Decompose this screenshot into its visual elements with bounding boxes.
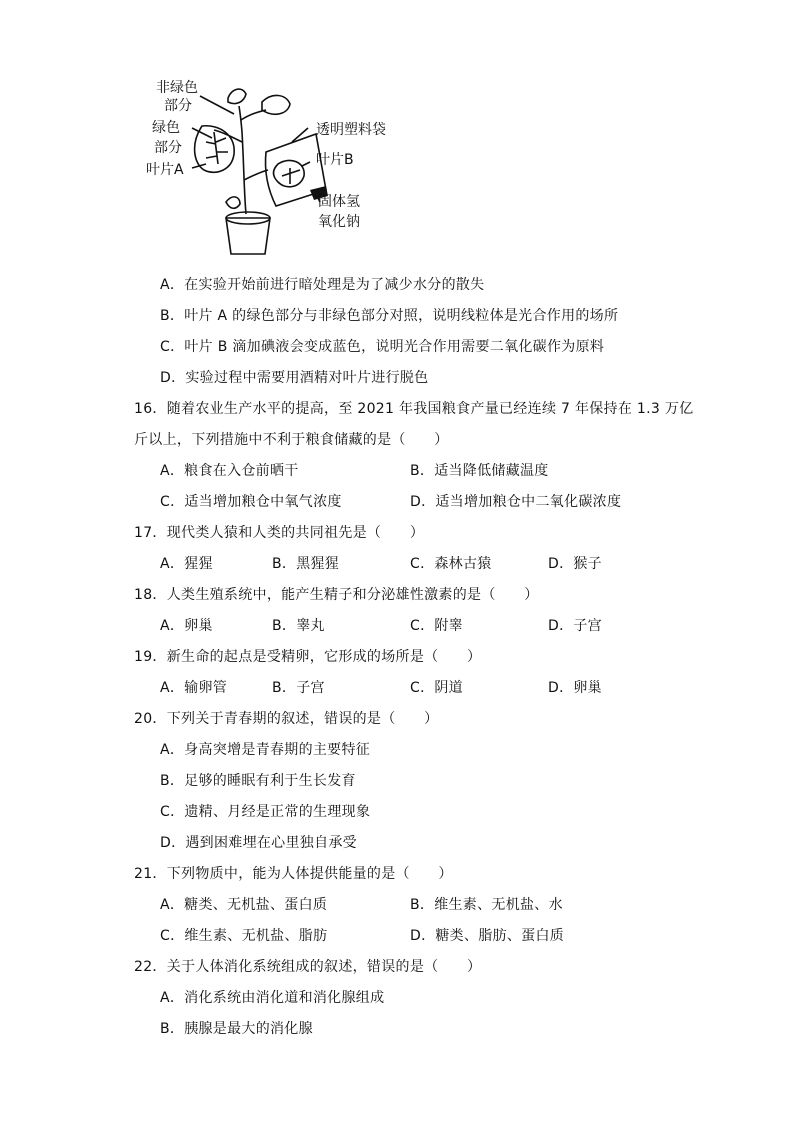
small-leaf <box>226 197 240 208</box>
q15-option-d: D．实验过程中需要用酒精对叶片进行脱色 <box>160 370 429 386</box>
q15-option-c: C．叶片 B 滴加碘液会变成蓝色，说明光合作用需要二氧化碳作为原料 <box>160 339 605 355</box>
q22-option-a: A．消化系统由消化道和消化腺组成 <box>160 990 385 1006</box>
q19-option-b: B．子宫 <box>272 680 325 696</box>
q17-option-c: C．森林古猿 <box>410 556 492 572</box>
q19-option-c: C．阴道 <box>410 680 463 696</box>
label-non-green-2: 部分 <box>164 98 192 114</box>
q15-option-b: B．叶片 A 的绿色部分与非绿色部分对照，说明线粒体是光合作用的场所 <box>160 308 619 324</box>
q20-stem: 20．下列关于青春期的叙述，错误的是（ ） <box>134 711 439 727</box>
plant-diagram <box>140 72 400 262</box>
label-green-2: 部分 <box>154 140 182 156</box>
q16-option-c: C．适当增加粮仓中氧气浓度 <box>160 494 342 510</box>
label-green-1: 绿色 <box>152 120 180 136</box>
branch-top-right <box>241 110 266 120</box>
q19-option-d: D．卵巢 <box>548 680 602 696</box>
q16-option-a: A．粮食在入仓前晒干 <box>160 463 299 479</box>
q21-stem: 21．下列物质中，能为人体提供能量的是（ ） <box>134 866 453 882</box>
q18-option-b: B．睾丸 <box>272 618 325 634</box>
leaf-b-veins <box>282 168 300 184</box>
label-naoh-2: 氧化钠 <box>318 214 360 230</box>
label-leaf-a: 叶片A <box>146 162 184 178</box>
q21-option-a: A．糖类、无机盐、蛋白质 <box>160 897 328 913</box>
label-leaf-b: 叶片B <box>316 152 354 168</box>
q20-option-c: C．遗精、月经是正常的生理现象 <box>160 804 371 820</box>
q16-stem-line1: 16．随着农业生产水平的提高，至 2021 年我国粮食产量已经连续 7 年保持在 1.3 万亿 <box>134 401 694 417</box>
q19-option-a: A．输卵管 <box>160 680 228 696</box>
branch-left <box>214 130 242 142</box>
branch-lower-right <box>244 170 268 180</box>
label-naoh-1: 固体氢 <box>318 194 360 210</box>
q15-option-a: A．在实验开始前进行暗处理是为了减少水分的散失 <box>160 277 485 293</box>
label-plastic-bag: 透明塑料袋 <box>316 122 386 138</box>
q18-option-d: D．子宫 <box>548 618 602 634</box>
q16-stem-line2: 斤以上，下列措施中不利于粮食储藏的是（ ） <box>134 432 449 448</box>
q21-option-d: D．糖类、脂肪、蛋白质 <box>410 928 565 944</box>
leader-non-green <box>200 96 234 114</box>
top-left-leaf <box>228 89 246 104</box>
q21-option-c: C．维生素、无机盐、脂肪 <box>160 928 328 944</box>
label-non-green-1: 非绿色 <box>156 80 198 96</box>
main-stem <box>239 106 246 214</box>
q21-option-b: B．维生素、无机盐、水 <box>410 897 563 913</box>
q20-option-a: A．身高突增是青春期的主要特征 <box>160 742 371 758</box>
q18-option-a: A．卵巢 <box>160 618 213 634</box>
q18-option-c: C．附睾 <box>410 618 463 634</box>
q16-option-d: D．适当增加粮仓中二氧化碳浓度 <box>410 494 622 510</box>
q16-option-b: B．适当降低储藏温度 <box>410 463 549 479</box>
leader-leaf-b <box>302 162 310 166</box>
plant-experiment-figure <box>140 72 400 262</box>
q22-stem: 22．关于人体消化系统组成的叙述，错误的是（ ） <box>134 959 482 975</box>
q22-option-b: B．胰腺是最大的消化腺 <box>160 1021 313 1037</box>
q17-option-b: B．黑猩猩 <box>272 556 340 572</box>
top-right-leaf <box>262 95 290 114</box>
q18-stem: 18．人类生殖系统中，能产生精子和分泌雄性激素的是（ ） <box>134 587 539 603</box>
leader-green <box>192 128 212 138</box>
q17-stem: 17．现代类人猿和人类的共同祖先是（ ） <box>134 525 425 541</box>
q20-option-b: B．足够的睡眠有利于生长发育 <box>160 773 356 789</box>
q19-stem: 19．新生命的起点是受精卵，它形成的场所是（ ） <box>134 649 482 665</box>
q20-option-d: D．遇到困难埋在心里独自承受 <box>160 835 357 851</box>
q17-option-a: A．猩猩 <box>160 556 213 572</box>
q17-option-d: D．猴子 <box>548 556 602 572</box>
